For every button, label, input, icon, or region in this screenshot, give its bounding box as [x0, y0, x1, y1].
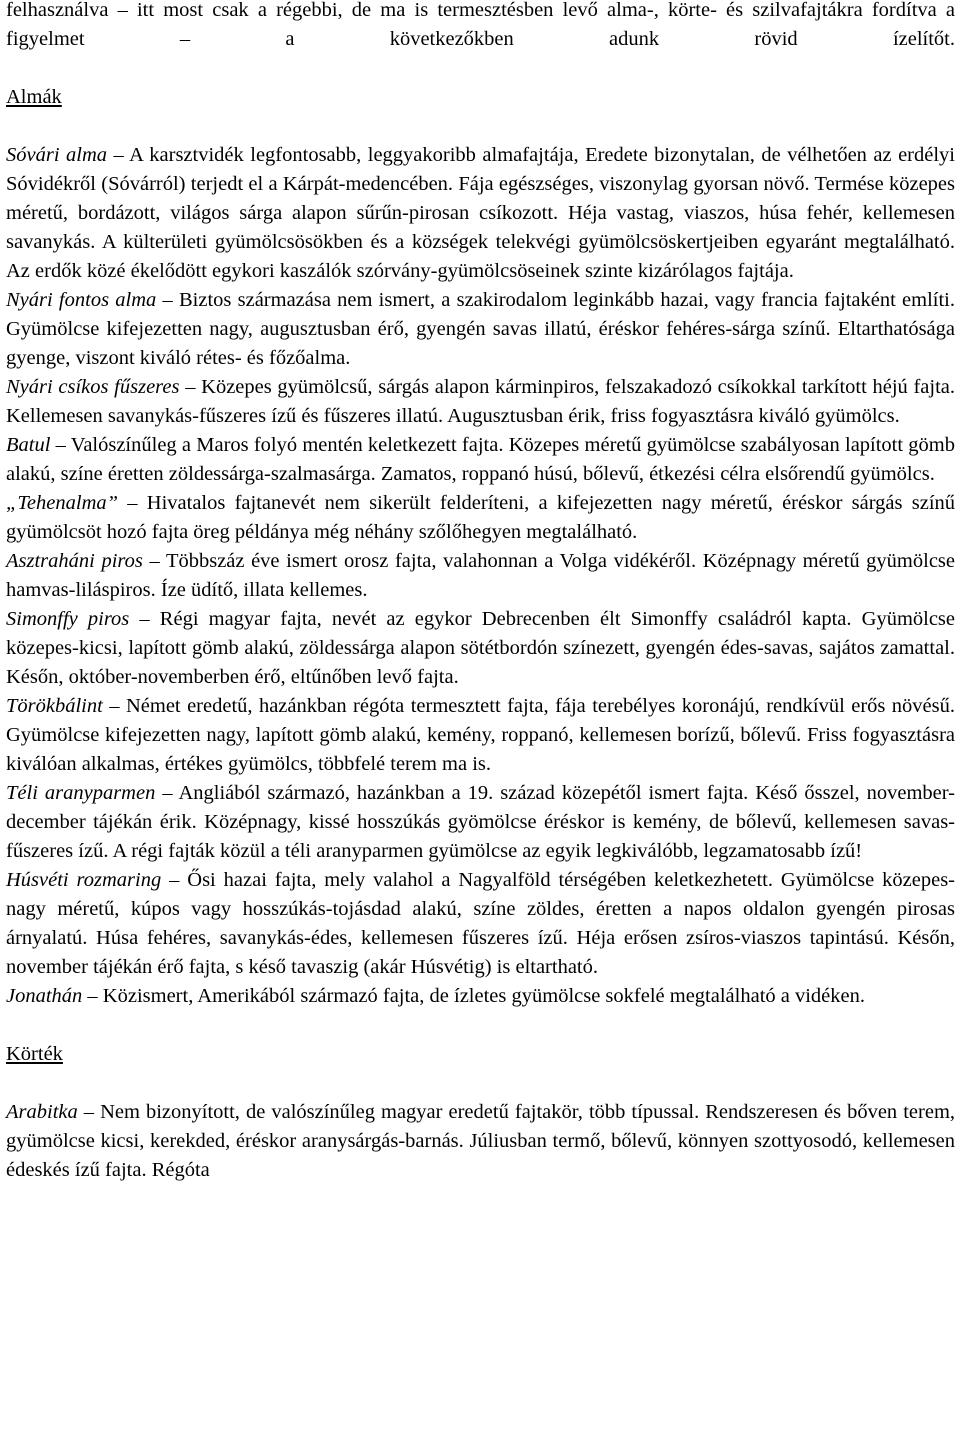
variety-name: Arabitka	[6, 1101, 78, 1123]
entry-dash: –	[109, 695, 120, 717]
entry-paragraph	[6, 779, 955, 866]
entry-text: Ősi hazai fajta, mely valahol a Nagyalföld térségében keletkezhetett. Gyümölcse közepes-nagy méretű, kúpos vagy hosszúkás-tojásdad alakú, színe zöldes, éretten a napos oldalon gyengén pirosas árnyalatú. Húsa fehéres, savanykás-édes, kellemesen fűszeres ízű. Héja erősen zsíros-viaszos tapintású. Későn, november tájékán érő fajta, s késő tavaszig (akár Húsvétig) is eltartható.	[6, 869, 956, 978]
entry-dash: –	[139, 608, 150, 630]
entry-dash: –	[113, 144, 124, 166]
entry-text: Többszáz éve ismert orosz fajta, valahonnan a Volga vidékéről. Középnagy méretű gyümölcse hamvas-liláspiros. Íze üdítő, illata kellemes.	[6, 550, 955, 601]
variety-name: Simonffy piros	[6, 608, 130, 630]
entry-text: Közismert, Amerikából származó fajta, de ízletes gyümölcse sokfelé megtalálható a vidéken.	[102, 985, 866, 1007]
variety-name: Sóvári alma	[6, 144, 108, 166]
spacer	[6, 1011, 955, 1040]
entry-paragraph	[6, 431, 955, 489]
entry-text: Hivatalos fajtanevét nem sikerült felderíteni, a kifejezetten nagy méretű, éréskor sárgás színű gyümölcsöt hozó fajta öreg példánya még néhány szőlőhegyen megtalálható.	[6, 492, 956, 543]
spacer	[6, 112, 955, 141]
document-page	[6, 0, 955, 1185]
entry-text: Biztos származása nem ismert, a szakirodalom leginkább hazai, vagy francia fajtaként említi. Gyümölcse kifejezetten nagy, augusztusban érő, gyengén savas illatú, éréskor fehéres-sárga színű. Eltarthatósága gyenge, viszont kiváló rétes- és főzőalma.	[6, 289, 956, 369]
variety-name: Jonathán	[6, 985, 83, 1007]
variety-name: Nyári csíkos fűszeres	[6, 376, 180, 398]
entry-text: Német eredetű, hazánkban régóta termesztett fajta, fája terebélyes koronájú, rendkívül erős növésű. Gyümölcse kifejezetten nagy, lapított gömb alakú, kemény, roppanó, kellemesen borízű, bőlevű. Friss fogyasztásra kiválóan alkalmas, értékes gyümölcs, többfelé terem ma is.	[6, 695, 956, 775]
section-heading-pears: Körték	[6, 1043, 63, 1065]
entry-dash: –	[55, 434, 66, 456]
section-heading-apples: Almák	[6, 86, 62, 108]
entry-text: A karsztvidék legfontosabb, leggyakoribb almafajtája, Eredete bizonytalan, de vélhetően az erdélyi Sóvidékről (Sóvárról) terjedt el a Kárpát-medencében. Fája egészséges, viszonylag gyorsan növő. Termése közepes méretű, bordázott, világos sárga alapon sűrűn-pirosan csíkozott. Héja vastag, viaszos, húsa fehér, kellemesen savanykás. A külterületi gyümölcsösökben és a községek telekvégi gyümölcsöskertjeiben egyaránt megtalálható. Az erdők közé ékelődött egykori kaszálók szórvány-gyümölcsöseinek szinte kizárólagos fajtája.	[6, 144, 956, 282]
entry-dash: –	[169, 869, 180, 891]
entry-paragraph	[6, 286, 955, 373]
entry-text: Régi magyar fajta, nevét az egykor Debrecenben élt Simonffy családról kapta. Gyümölcse közepes-kicsi, lapított gömb alakú, zöldessárga alapon sötétbordón színezett, gyengén édes-savas, sajátos zamattal. Későn, október-novemberben érő, eltűnőben levő fajta.	[6, 608, 956, 688]
entry-dash: –	[127, 492, 138, 514]
entry-text: Angliából származó, hazánkban a 19. század közepétől ismert fajta. Késő ősszel, november-december tájékán érik. Középnagy, kissé hosszúkás gyömölcse éréskor is kemény, de bőlevű, kellemesen savas-fűszeres ízű. A régi fajták közül a téli aranyparmen gyümölcse az egyik legkiválóbb, legzamatosabb ízű!	[6, 782, 956, 862]
variety-name: Nyári fontos alma	[6, 289, 157, 311]
entry-dash: –	[83, 1101, 95, 1123]
entry-dash: –	[87, 985, 98, 1007]
entry-text: Nem bizonyított, de valószínűleg magyar eredetű fajtakör, több típussal. Rendszeresen és bőven terem, gyümölcse kicsi, kerekded, éréskor aranysárgás-barnás. Júliusban termő, bőlevű, könnyen szottyosodó, kellemesen édeskés ízű fajta. Régóta	[6, 1101, 956, 1181]
variety-name: Téli aranyparmen	[6, 782, 156, 804]
spacer	[6, 1069, 955, 1098]
variety-name: Batul	[6, 434, 51, 456]
entry-paragraph	[6, 489, 955, 547]
entry-paragraph	[6, 605, 955, 692]
entry-text: Közepes gyümölcsű, sárgás alapon kárminpiros, felszakadozó csíkokkal tarkított héjú fajta. Kellemesen savanykás-fűszeres ízű és fűszeres illatú. Augusztusban érik, friss fogyasztásra kiváló gyümölcs.	[6, 376, 956, 427]
entry-paragraph	[6, 1098, 955, 1185]
entry-dash: –	[162, 289, 173, 311]
entry-paragraph	[6, 547, 955, 605]
variety-name: Húsvéti rozmaring	[6, 869, 162, 891]
spacer	[6, 54, 955, 83]
entry-paragraph	[6, 692, 955, 779]
entry-dash: –	[149, 550, 160, 572]
pear-entries	[6, 1098, 955, 1185]
variety-name: „Tehenalma”	[6, 492, 119, 514]
entry-paragraph	[6, 866, 955, 982]
intro-paragraph: felhasználva – itt most csak a régebbi, de ma is termesztésben levő alma-, körte- és szilvafajtákra fordítva a figyelmet – a következőkben adunk rövid ízelítőt.	[6, 0, 955, 50]
entry-dash: –	[185, 376, 196, 398]
entry-paragraph	[6, 373, 955, 431]
apple-entries	[6, 141, 955, 1011]
variety-name: Törökbálint	[6, 695, 103, 717]
entry-text: Valószínűleg a Maros folyó mentén keletkezett fajta. Közepes méretű gyümölcse szabályosan lapított gömb alakú, színe éretten zöldessárga-szalmasárga. Zamatos, roppanó húsú, bőlevű, étkezési célra elsőrendű gyümölcs.	[6, 434, 955, 485]
variety-name: Asztraháni piros	[6, 550, 143, 572]
entry-paragraph	[6, 141, 955, 286]
entry-dash: –	[162, 782, 173, 804]
entry-paragraph	[6, 982, 955, 1011]
